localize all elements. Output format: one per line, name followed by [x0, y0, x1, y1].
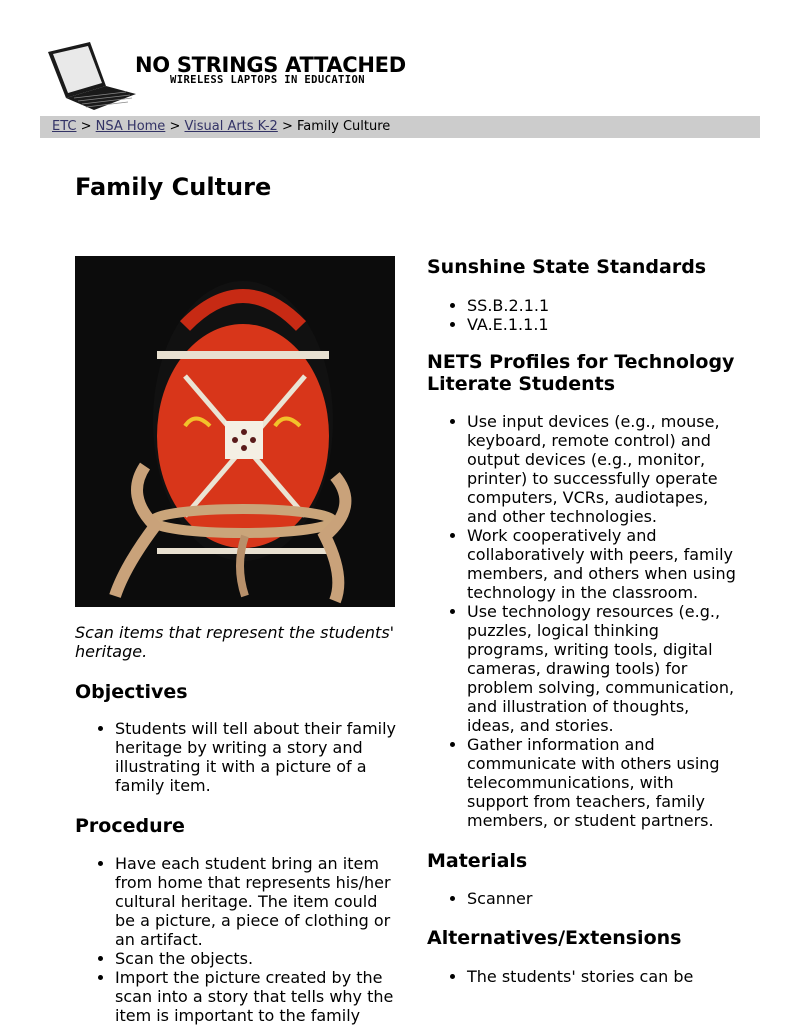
banner-subtitle: WIRELESS LAPTOPS IN EDUCATION [170, 74, 365, 86]
standards-heading: Sunshine State Standards [427, 256, 707, 278]
objectives-heading: Objectives [75, 681, 188, 703]
procedure-list [75, 854, 400, 1025]
list-item: • Students will tell about their family heritage by writing a story and illustrating it with a picture of a family item. [115, 719, 400, 795]
list-item: • Use technology resources (e.g., puzzles, logical thinking programs, writing tools, digital cameras, drawing tools) for problem solving, communication, and illustration of thoughts, ideas, and stories. [467, 602, 737, 735]
breadcrumb [40, 116, 760, 138]
right-column [427, 256, 737, 986]
banner-title: NO STRINGS ATTACHED [135, 53, 406, 77]
alternatives-list [427, 967, 737, 986]
procedure-heading: Procedure [75, 815, 185, 837]
image-caption: Scan items that represent the students' heritage. [75, 623, 395, 661]
egg-photo [75, 256, 395, 607]
breadcrumb-separator: > [281, 119, 293, 134]
list-item: • Work cooperatively and collaboratively with peers, family members, and others when using technology in the classroom. [467, 526, 737, 602]
breadcrumb-link-etc[interactable]: ETC [52, 119, 77, 134]
page-title: Family Culture [75, 173, 272, 201]
list-item: • VA.E.1.1.1 [467, 315, 737, 334]
list-item: • Scan the objects. [115, 949, 400, 968]
laptop-icon [46, 40, 138, 112]
breadcrumb-separator: > [80, 119, 92, 134]
breadcrumb-current: Family Culture [297, 119, 391, 134]
list-item: • The students' stories can be [467, 967, 737, 986]
list-item: • Use input devices (e.g., mouse, keyboard, remote control) and output devices (e.g., monitor, printer) to successfully operate computers, VCRs, audiotapes, and other technologies. [467, 412, 737, 526]
breadcrumb-link-visual-arts[interactable]: Visual Arts K-2 [184, 119, 278, 134]
nets-list [427, 412, 737, 830]
list-item: • SS.B.2.1.1 [467, 296, 737, 315]
list-item: • Scanner [467, 889, 737, 908]
list-item: • Have each student bring an item from home that represents his/her cultural heritage. The item could be a picture, a piece of clothing or an artifact. [115, 854, 400, 949]
standards-list [427, 296, 737, 334]
materials-list [427, 889, 737, 908]
breadcrumb-link-nsa-home[interactable]: NSA Home [95, 119, 166, 134]
nets-heading: NETS Profiles for Technology Literate Students [427, 351, 735, 395]
site-banner [46, 40, 406, 112]
objectives-list [75, 719, 400, 795]
materials-heading: Materials [427, 850, 528, 872]
list-item: • Gather information and communicate with others using telecommunications, with support from teachers, family members, or student partners. [467, 735, 737, 830]
list-item: • Import the picture created by the scan into a story that tells why the item is important to the family [115, 968, 400, 1025]
left-column [75, 256, 400, 1025]
alternatives-heading: Alternatives/Extensions [427, 927, 682, 949]
breadcrumb-separator: > [169, 119, 181, 134]
